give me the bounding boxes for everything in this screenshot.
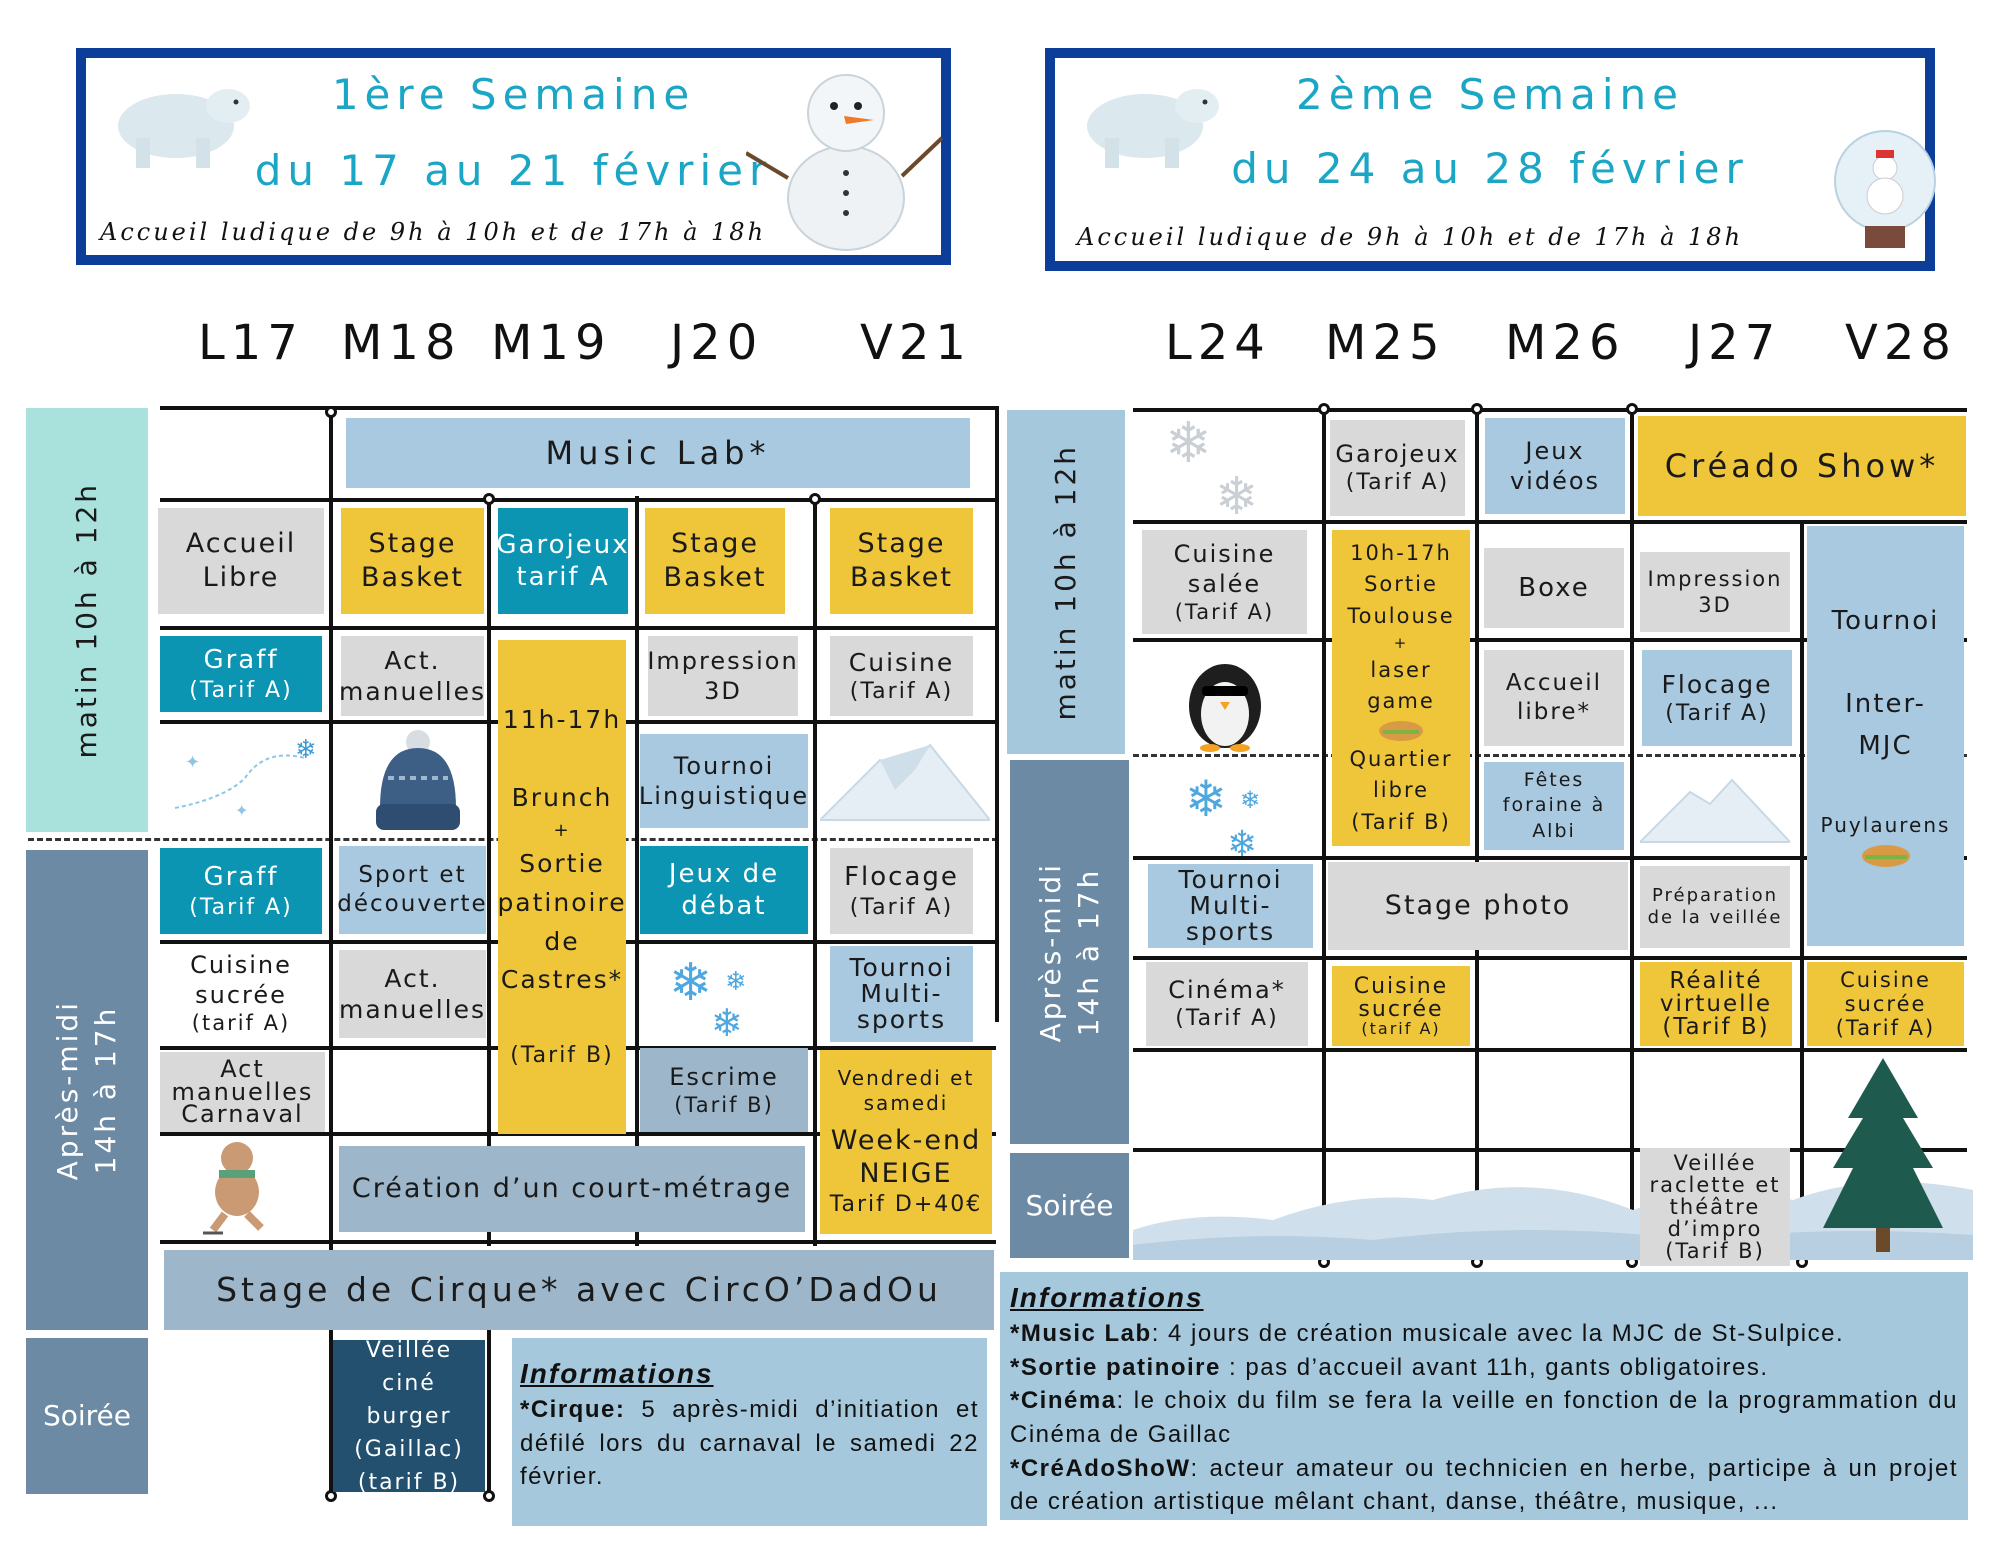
grid-line: [1133, 956, 1967, 960]
day-header-m26: M26: [1505, 315, 1626, 371]
svg-text:❄: ❄: [1215, 467, 1259, 520]
week2-afternoon-label: Après-midi 14h à 17h: [1010, 760, 1129, 1144]
escrime-cell: Escrime (Tarif B): [640, 1048, 808, 1132]
week1-evening-label: Soirée: [26, 1338, 148, 1494]
accueil-libre-cell: Accueil Libre: [158, 508, 324, 614]
week2-banner: [1045, 48, 1935, 271]
tournoi-inter-mjc-cell: Tournoi Inter- MJC Puylaurens: [1807, 526, 1964, 946]
svg-text:✦: ✦: [185, 752, 201, 773]
impression-3d-w1-cell: Impression 3D: [648, 636, 798, 716]
week1-afternoon-label: Après-midi 14h à 17h: [26, 850, 148, 1330]
weekend-neige-cell: Vendredi et samedi Week-end NEIGE Tarif D+40€: [820, 1050, 992, 1234]
week2-info-patinoire: *Sortie patinoire : pas d’accueil avant 11h, gants obligatoires.: [1010, 1353, 1769, 1381]
grid-dot: [325, 406, 337, 418]
stage-photo-cell: Stage photo: [1328, 862, 1628, 950]
day-header-v28: V28: [1845, 315, 1957, 371]
garojeux-w2-cell: Garojeux (Tarif A): [1330, 420, 1465, 516]
act-manuelles-m18-cell: Act. manuelles: [341, 636, 484, 716]
week1-info-title: Informations: [520, 1358, 714, 1389]
flocage-w2-cell: Flocage (Tarif A): [1642, 650, 1792, 746]
boxe-cell: Boxe: [1484, 548, 1624, 628]
veillee-raclette-cell: Veillée raclette et théâtre d’impro (Tarif B): [1640, 1148, 1790, 1266]
grid-dot: [1626, 403, 1638, 415]
day-header-l17: L17: [198, 315, 304, 371]
day-header-m19: M19: [491, 315, 612, 371]
grid-line: [160, 498, 996, 502]
week2-dates: du 24 au 28 février: [1231, 144, 1749, 193]
grid-line: [160, 406, 996, 410]
tournoi-multisports-w2-cell: Tournoi Multi- sports: [1148, 864, 1313, 948]
grid-line: [487, 496, 491, 1246]
mountain-icon: [820, 730, 990, 830]
week1-dates: du 17 au 21 février: [254, 146, 773, 195]
day-header-m25: M25: [1325, 315, 1446, 371]
court-metrage-cell: Création d’un court-métrage: [339, 1146, 805, 1232]
grid-line: [329, 410, 333, 1250]
day-header-m18: M18: [341, 315, 462, 371]
grid-line: [1322, 410, 1326, 1262]
svg-text:✦: ✦: [235, 801, 249, 820]
grid-line: [487, 1330, 491, 1500]
week2-info-music: *Music Lab: 4 jours de création musicale avec la MJC de St-Sulpice.: [1010, 1320, 1845, 1348]
tournoi-linguistique-cell: Tournoi Linguistique: [640, 734, 808, 828]
day-header-l24: L24: [1165, 315, 1271, 371]
week2-subtitle: Accueil ludique de 9h à 10h et de 17h à 18h: [1077, 223, 1744, 251]
week2-title: 2ème Semaine: [1296, 70, 1684, 119]
week2-info-creado: *CréAdoShoW: acteur amateur ou technicien en herbe, participe à un projet de création artistique mêlant chant, danse, théâtre, musique, ...: [1010, 1454, 1958, 1516]
sport-decouverte-cell: Sport et découverte: [339, 846, 486, 934]
svg-text:❄: ❄: [1227, 824, 1258, 860]
skating-bear-icon: [185, 1136, 295, 1236]
mountain-icon: [1640, 770, 1790, 850]
snowman-icon: [746, 58, 946, 258]
brunch-patinoire-cell: 11h-17h Brunch + Sortie patinoire de Castres* (Tarif B): [498, 640, 626, 1134]
grid-dot: [1318, 403, 1330, 415]
preparation-veillee-cell: Préparation de la veillée: [1640, 866, 1790, 948]
week1-info-box: [512, 1338, 987, 1526]
cuisine-sucree-m25-cell: Cuisine sucrée (tarif A): [1332, 966, 1470, 1046]
grid-line: [1133, 1048, 1967, 1052]
week1-subtitle: Accueil ludique de 9h à 10h et de 17h à 18h: [100, 218, 767, 246]
sandwich-icon: [1859, 841, 1913, 871]
jeux-videos-cell: Jeux vidéos: [1485, 418, 1625, 514]
cuisine-salee-cell: Cuisine salée (Tarif A): [1142, 530, 1307, 634]
grid-line: [635, 496, 639, 1246]
svg-text:❄: ❄: [711, 1001, 743, 1040]
svg-text:❄: ❄: [725, 967, 747, 997]
day-header-v21: V21: [860, 315, 972, 371]
stage-basket-j20-cell: Stage Basket: [645, 508, 785, 614]
sandwich-icon: [1377, 718, 1425, 744]
svg-text:❄: ❄: [1185, 770, 1227, 828]
veillee-cine-burger-cell: Veillée ciné burger (Gaillac) (tarif B): [333, 1340, 485, 1492]
snow-globe-icon: [1830, 126, 1940, 256]
snowflakes-icon: [665, 950, 775, 1040]
winter-hat-icon: [368, 728, 468, 838]
realite-virtuelle-cell: Réalité virtuelle (Tarif B): [1640, 962, 1792, 1046]
cuisine-v21-cell: Cuisine (Tarif A): [830, 636, 973, 716]
week1-morning-label: matin 10h à 12h: [26, 408, 148, 832]
stage-basket-m18-cell: Stage Basket: [341, 508, 484, 614]
music-lab-cell: Music Lab*: [346, 418, 970, 488]
act-manuelles-afternoon-cell: Act. manuelles: [339, 950, 486, 1038]
grid-line: [1475, 410, 1479, 1262]
creado-show-cell: Créado Show*: [1638, 416, 1966, 516]
day-header-j27: J27: [1688, 315, 1782, 371]
week2-morning-label: matin 10h à 12h: [1007, 410, 1125, 754]
graff-afternoon-cell: Graff (Tarif A): [160, 848, 322, 934]
fetes-foraine-cell: Fêtes foraine à Albi: [1484, 762, 1624, 850]
graff-l17-cell: Graff (Tarif A): [160, 636, 322, 712]
snowflakes-icon: [1185, 770, 1285, 860]
week2-evening-label: Soirée: [1010, 1153, 1129, 1258]
flocage-v21-cell: Flocage (Tarif A): [830, 848, 973, 934]
week1-banner: [76, 48, 951, 265]
cuisine-sucree-w1-cell: Cuisine sucrée (tarif A): [190, 950, 292, 1035]
grid-line: [995, 406, 999, 1022]
grid-dot: [1471, 403, 1483, 415]
tournoi-multisports-w1-cell: Tournoi Multi- sports: [830, 946, 973, 1042]
grid-line: [160, 1240, 996, 1244]
week2-info-cinema: *Cinéma: le choix du film se fera la veille en fonction de la programmation du Cinéma de Gaillac: [1010, 1387, 1958, 1448]
svg-text:❄: ❄: [1165, 411, 1212, 476]
grid-dot: [809, 493, 821, 505]
stage-basket-v21-cell: Stage Basket: [830, 508, 973, 614]
penguin-icon: [1180, 648, 1270, 752]
cuisine-sucree-v28-cell: Cuisine sucrée (Tarif A): [1807, 962, 1964, 1046]
pine-tree-icon: [1818, 1058, 1948, 1254]
week2-info-title: Informations: [1010, 1282, 1204, 1313]
snowflake-swirl-icon: [165, 728, 325, 828]
stage-cirque-cell: Stage de Cirque* avec CircO’DadOu: [164, 1250, 994, 1330]
cinema-cell: Cinéma* (Tarif A): [1146, 962, 1308, 1046]
impression-3d-w2-cell: Impression 3D: [1640, 552, 1790, 632]
snowflakes-icon: [1165, 410, 1285, 520]
day-header-j20: J20: [670, 315, 764, 371]
garojeux-cell: Garojeux tarif A: [498, 508, 628, 614]
grid-dot: [483, 493, 495, 505]
grid-line: [160, 626, 996, 630]
grid-line: [1133, 520, 1967, 524]
grid-line: [813, 496, 817, 1246]
svg-text:❄: ❄: [669, 953, 713, 1013]
week1-title: 1ère Semaine: [331, 70, 696, 119]
jeux-debat-cell: Jeux de débat: [640, 846, 808, 934]
act-carnaval-cell: Act manuelles Carnaval: [160, 1052, 325, 1132]
sortie-toulouse-cell: 10h-17h Sortie Toulouse + laser game Quartier libre (Tarif B): [1332, 530, 1470, 846]
grid-line: [1630, 410, 1634, 1262]
accueil-libre-w2-cell: Accueil libre*: [1484, 650, 1624, 746]
svg-text:❄: ❄: [295, 735, 317, 765]
svg-text:❄: ❄: [1240, 786, 1261, 814]
week2-info-box: [1000, 1272, 1968, 1520]
week1-info-cirque: *Cirque: 5 après-midi d’initiation et défilé lors du carnaval le samedi 22 février.: [520, 1396, 979, 1491]
